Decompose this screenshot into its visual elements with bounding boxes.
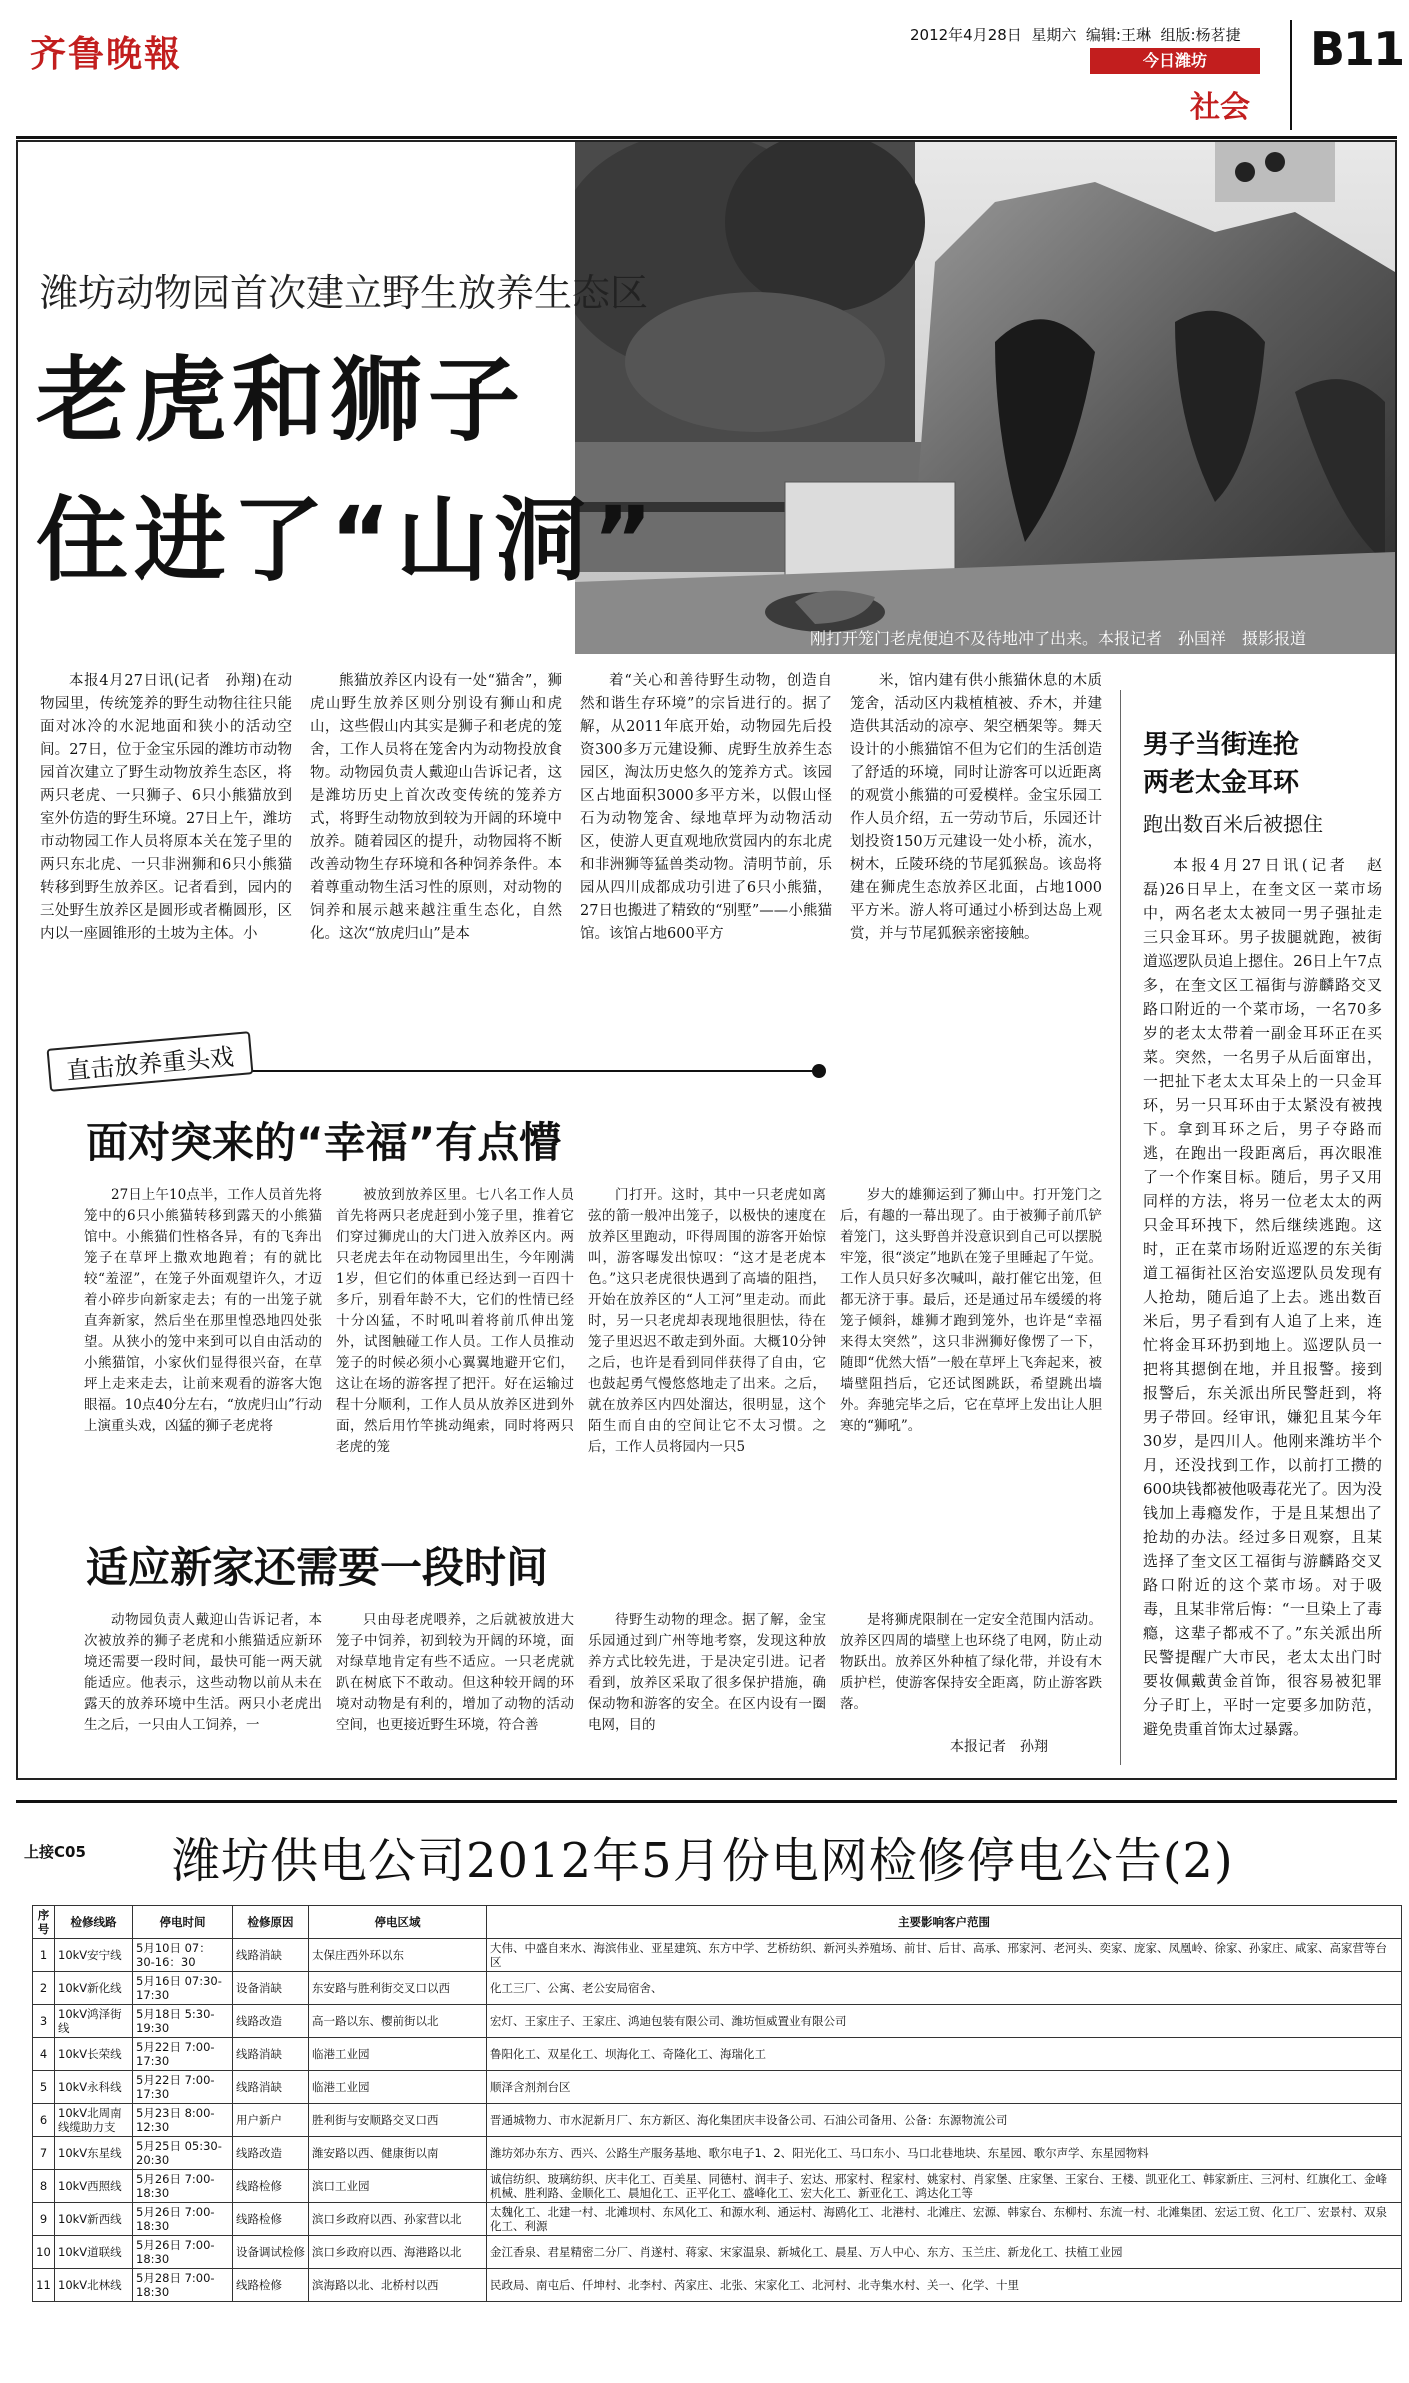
sidebar-story bbox=[1120, 690, 1386, 1765]
s2-text-3: 待野生动物的理念。据了解，金宝乐园通过到广州等地考察，发现这种放养方式比较先进，于是决定引进。记者看到，放养区采取了很多保护措施，确保动物和游客的安全。在区内设有一圈电网，目的 bbox=[588, 1612, 826, 1733]
cell-customers: 顺泽含剂剂台区 bbox=[487, 2071, 1402, 2104]
cell-time: 5月22日 7:00-17:30 bbox=[133, 2038, 233, 2071]
cell-index: 3 bbox=[33, 2005, 55, 2038]
cell-time: 5月26日 7:00-18:30 bbox=[133, 2236, 233, 2269]
table-header-row bbox=[33, 1906, 1402, 1939]
cell-reason: 用户新户 bbox=[233, 2104, 309, 2137]
cell-line: 10kV新西线 bbox=[55, 2203, 133, 2236]
cell-line: 10kV永科线 bbox=[55, 2071, 133, 2104]
table-row bbox=[33, 1939, 1402, 1972]
lead-column-3 bbox=[580, 670, 832, 1030]
cell-area: 临港工业园 bbox=[309, 2071, 487, 2104]
photo-caption: 刚打开笼门老虎便迫不及待地冲了出来。本报记者 孙国祥 摄影报道 bbox=[810, 629, 1307, 648]
cell-area: 胜利街与安顺路交叉口西 bbox=[309, 2104, 487, 2137]
cell-line: 10kV东星线 bbox=[55, 2137, 133, 2170]
cell-customers: 化工三厂、公寓、老公安局宿舍、 bbox=[487, 1972, 1402, 2005]
cell-index: 11 bbox=[33, 2269, 55, 2302]
cell-time: 5月18日 5:30-19:30 bbox=[133, 2005, 233, 2038]
lead-column-1 bbox=[40, 670, 292, 1030]
cell-index: 5 bbox=[33, 2071, 55, 2104]
cell-time: 5月26日 7:00-18:30 bbox=[133, 2170, 233, 2203]
table-row bbox=[33, 2269, 1402, 2302]
cell-area: 太保庄西外环以东 bbox=[309, 1939, 487, 1972]
s2-column-3 bbox=[588, 1610, 826, 1750]
cell-customers: 晋通城物力、市水泥新月厂、东方新区、海化集团庆丰设备公司、石油公司备用、公备：东源物流公司 bbox=[487, 2104, 1402, 2137]
dateline bbox=[910, 24, 1241, 45]
lead-text-1: 本报4月27日讯(记者 孙翔)在动物园里，传统笼养的野生动物往往只能面对冰冷的水泥地面和狭小的活动空间。27日，位于金宝乐园的潍坊市动物园首次建立了野生动物放养生态区，将两只老虎、一只狮子、6只小熊猫放到室外仿造的野生环境。27日上午，潍坊市动物园工作人员将原本关在笼子里的两只东北虎、一只非洲狮和6只小熊猫转移到野生放养区。记者看到，园内的三处野生放养区是圆形或者椭圆形，区内以一座圆锥形的土坡为主体。小 bbox=[40, 673, 292, 942]
cell-customers: 潍坊郊办东方、西兴、公路生产服务基地、歌尔电子1、2、阳光化工、马口东小、马口北巷地块、东星园、歌尔声学、东星园物料 bbox=[487, 2137, 1402, 2170]
header-divider bbox=[1290, 20, 1292, 130]
cell-customers: 诚信纺织、玻璃纺织、庆丰化工、百美星、同德村、润丰子、宏达、邢家村、程家村、姚家村、肖家堡、庄家堡、王家台、王楼、凯亚化工、韩家新庄、三河村、红旗化工、金峰机械、胜利路、金顺化工、晨旭化工、正平化工、盛峰化工、宏大化工、新亚化工、鸿达化工等 bbox=[487, 2170, 1402, 2203]
header-index: 序号 bbox=[33, 1906, 55, 1939]
feature-tag: 直击放养重头戏 bbox=[47, 1031, 254, 1092]
lead-text-3: 着“关心和善待野生动物，创造自然和谐生存环境”的宗旨进行的。据了解，从2011年底开始，动物园先后投资300多万元建设狮、虎野生放养生态园区，淘汰历史悠久的笼养方式。该园区占地面积3000多平方米，以假山怪石为动物笼舍、绿地草坪为动物活动区，使游人更直观地欣赏园内的东北虎和非洲狮等猛兽类动物。清明节前，乐园从四川成都成功引进了6只小熊猫，27日也搬进了精致的“别墅”——小熊猫馆。该馆占地600平方 bbox=[580, 673, 832, 942]
cell-index: 4 bbox=[33, 2038, 55, 2071]
cell-reason: 线路消缺 bbox=[233, 2071, 309, 2104]
cell-line: 10kV安宁线 bbox=[55, 1939, 133, 1972]
cell-area: 滨口工业园 bbox=[309, 2170, 487, 2203]
cell-time: 5月10日 07：30-16：30 bbox=[133, 1939, 233, 1972]
cell-time: 5月16日 07:30-17:30 bbox=[133, 1972, 233, 2005]
sidebar-body bbox=[1121, 853, 1386, 1773]
cell-index: 6 bbox=[33, 2104, 55, 2137]
cell-reason: 线路检修 bbox=[233, 2269, 309, 2302]
lead-text-2: 熊猫放养区内设有一处“猫舍”，狮虎山野生放养区则分别设有狮山和虎山，这些假山内其实是狮子和老虎的笼舍，工作人员将在笼舍内为动物投放食物。动物园负责人戴迎山告诉记者，这是潍坊历史上首次改变传统的笼养方式，将野生动物放到较为开阔的环境中放养。随着园区的提升，动物园将不断改善动物生存环境和各种饲养条件。本着尊重动物生活习性的原则，对动物的饲养和展示越来越注重生态化，自然化。这次“放虎归山”是本 bbox=[310, 673, 562, 942]
cell-time: 5月23日 8:00-12:30 bbox=[133, 2104, 233, 2137]
s2-column-1 bbox=[84, 1610, 322, 1750]
cell-line: 10kV西照线 bbox=[55, 2170, 133, 2203]
layout-credit: 组版:杨茗捷 bbox=[1160, 26, 1241, 44]
header-customers: 主要影响客户范围 bbox=[487, 1906, 1402, 1939]
table-row bbox=[33, 2071, 1402, 2104]
cell-time: 5月26日 7:00-18:30 bbox=[133, 2203, 233, 2236]
cell-line: 10kV长荣线 bbox=[55, 2038, 133, 2071]
table-row bbox=[33, 1972, 1402, 2005]
cell-index: 1 bbox=[33, 1939, 55, 1972]
notice-title: 潍坊供电公司2012年5月份电网检修停电公告(2) bbox=[172, 1833, 1234, 1889]
sidebar-title-2: 两老太金耳环 bbox=[1143, 768, 1300, 798]
table-row bbox=[33, 2038, 1402, 2071]
continued-label: 上接C05 bbox=[24, 1843, 86, 1861]
cell-index: 2 bbox=[33, 1972, 55, 2005]
tiger-enclosure-photo bbox=[575, 142, 1395, 654]
header-reason: 检修原因 bbox=[233, 1906, 309, 1939]
table-row bbox=[33, 2104, 1402, 2137]
cell-area: 滨海路以北、北桥村以西 bbox=[309, 2269, 487, 2302]
header-line: 检修线路 bbox=[55, 1906, 133, 1939]
cell-time: 5月22日 7:00-17:30 bbox=[133, 2071, 233, 2104]
cell-line: 10kV新化线 bbox=[55, 1972, 133, 2005]
cell-reason: 线路消缺 bbox=[233, 1939, 309, 1972]
s2-text-1: 动物园负责人戴迎山告诉记者，本次被放养的狮子老虎和小熊猫适应新环境还需要一段时间，最快可能一两天就能适应。他表示，这些动物以前从未在露天的放养环境中生活。两只小老虎出生之后，一只由人工饲养，一 bbox=[84, 1612, 322, 1733]
sidebar-title-1: 男子当街连抢 bbox=[1143, 730, 1300, 760]
cell-area: 滨口乡政府以西、孙家营以北 bbox=[309, 2203, 487, 2236]
cell-customers: 民政局、南屯后、仟坤村、北李村、芮家庄、北张、宋家化工、北河村、北寺集水村、关一、化学、十里 bbox=[487, 2269, 1402, 2302]
cell-index: 9 bbox=[33, 2203, 55, 2236]
cell-time: 5月28日 7:00-18:30 bbox=[133, 2269, 233, 2302]
cell-reason: 设备消缺 bbox=[233, 1972, 309, 2005]
lead-headline-line1: 老虎和狮子 bbox=[36, 347, 527, 454]
weekday: 星期六 bbox=[1031, 26, 1077, 44]
cell-area: 潍安路以西、健康街以南 bbox=[309, 2137, 487, 2170]
lead-column-4 bbox=[850, 670, 1102, 1030]
s1-column-2 bbox=[336, 1185, 574, 1525]
s1-text-3: 门打开。这时，其中一只老虎如离弦的箭一般冲出笼子，以极快的速度在放养区里跑动，吓得周围的游客开始惊叫，游客曝发出惊叹：“这才是老虎本色。”这只老虎很快遇到了高墙的阻挡，开始在放养区的“人工河”里走动。而此时，另一只老虎却表现地很胆怯，待在笼子里迟迟不敢走到外面。大概10分钟之后，也许是看到同伴获得了自由，它也鼓起勇气慢悠悠地走了出来。之后，就在放养区内四处溜达，很明显，这个陌生而自由的空间让它不太习惯。之后，工作人员将园内一只5 bbox=[588, 1187, 826, 1455]
s2-column-2 bbox=[336, 1610, 574, 1750]
section-name: 社会 bbox=[1190, 90, 1250, 125]
cell-reason: 线路检修 bbox=[233, 2203, 309, 2236]
s2-text-4: 是将狮虎限制在一定安全范围内活动。放养区四周的墙壁上也环绕了电网，防止动物跃出。放养区外种植了绿化带，并设有木质护栏，使游客保持安全距离，防止游客跌落。 bbox=[840, 1612, 1102, 1712]
cell-area: 滨口乡政府以西、海港路以北 bbox=[309, 2236, 487, 2269]
cell-time: 5月25日 05:30-20:30 bbox=[133, 2137, 233, 2170]
table-row bbox=[33, 2203, 1402, 2236]
header-time: 停电时间 bbox=[133, 1906, 233, 1939]
lead-column-2 bbox=[310, 670, 562, 1030]
lead-photo bbox=[575, 142, 1395, 654]
lead-text-4: 米，馆内建有供小熊猫休息的木质笼舍，活动区内栽植植被、乔木，并建造供其活动的凉亭、架空栖架等。舞天设计的小熊猫馆不但为它们的生活创造了舒适的环境，同时让游客可以近距离的观赏小熊猫的可爱模样。金宝乐园工作人员介绍，五一劳动节后，乐园还计划投资150万元建设一处小桥，流水，树木，丘陵环绕的节尾狐猴岛。该岛将建在狮虎生态放养区北面，占地1000平方米。游人将可通过小桥到达岛上观赏，并与节尾狐猴亲密接触。 bbox=[850, 673, 1102, 942]
sidebar-subtitle: 跑出数百米后被摁住 bbox=[1143, 812, 1323, 836]
cell-reason: 线路检修 bbox=[233, 2170, 309, 2203]
cell-index: 10 bbox=[33, 2236, 55, 2269]
cell-reason: 线路消缺 bbox=[233, 2038, 309, 2071]
cell-reason: 设备调试检修 bbox=[233, 2236, 309, 2269]
newspaper-logo: 齐鲁晚報 bbox=[30, 33, 183, 75]
cell-line: 10kV鸿泽街线 bbox=[55, 2005, 133, 2038]
table-row bbox=[33, 2137, 1402, 2170]
cell-line: 10kV北周南线缆助力支 bbox=[55, 2104, 133, 2137]
table-row bbox=[33, 2005, 1402, 2038]
ad-separator bbox=[16, 1800, 1397, 1803]
cell-customers: 太魏化工、北建一村、北滩坝村、东风化工、和源水利、通运村、海鸥化工、北港村、北滩庄、宏源、韩家台、东柳村、东流一村、北滩集团、宏运工贸、化工厂、宏景村、双泉化工、利源 bbox=[487, 2203, 1402, 2236]
cell-index: 7 bbox=[33, 2137, 55, 2170]
table-body bbox=[33, 1939, 1402, 2302]
cell-area: 临港工业园 bbox=[309, 2038, 487, 2071]
cell-index: 8 bbox=[33, 2170, 55, 2203]
s1-column-4 bbox=[840, 1185, 1102, 1525]
cell-customers: 大伟、中盛自来水、海滨伟业、亚星建筑、东方中学、艺桥纺织、新河头养殖场、前甘、后甘、高承、邢家河、老河头、奕家、庞家、凤凰岭、徐家、孙家庄、咸家、高家营等台区 bbox=[487, 1939, 1402, 1972]
cell-reason: 线路改造 bbox=[233, 2005, 309, 2038]
header-rule bbox=[16, 136, 1397, 139]
cell-reason: 线路改造 bbox=[233, 2137, 309, 2170]
sidebar-text: 本报4月27日讯(记者 赵磊)26日早上，在奎文区一菜市场中，两名老太太被同一男子强扯走三只金耳环。男子拔腿就跑，被街道巡逻队员追上摁住。26日上午7点多，在奎文区工福街与游麟路交叉路口附近的一个菜市场，一名70多岁的老太太带着一副金耳环正在买菜。突然，一名男子从后面窜出，一把扯下老太太耳朵上的一只金耳环，另一只耳环由于太紧没有被拽下。拿到耳环之后，男子夺路而逃，在跑出一段距离后，再次眼准了一个作案目标。随后，男子又用同样的方法，将另一位老太太的两只金耳环拽下，然后继续逃跑。这时，正在菜市场附近巡逻的东关街道工福街社区治安巡逻队员发现有人抢劫，随后追了上去。逃出数百米后，男子看到有人追了上来，连忙将金耳环扔到地上。巡逻队员一把将其摁倒在地，并且报警。接到报警后，东关派出所民警赶到，将男子带回。经审讯，嫌犯且某今年30岁，是四川人。他刚来潍坊半个月，还没找到工作，以前打工攒的600块钱都被他吸毒花光了。因为没钱加上毒瘾发作，于是且某想出了抢劫的办法。经过多日观察，且某选择了奎文区工福街与游麟路交叉路口附近的这个菜市场。对于吸毒，且某非常后悔：“一旦染上了毒瘾，这辈子都戒不了。”东关派出所民警提醒广大市民，老太太出门时要妆佩戴黄金首饰，很容易被犯罪分子盯上，平时一定要多加防范，避免贵重首饰太过暴露。 bbox=[1143, 856, 1382, 1738]
cell-customers: 金江香泉、君星精密二分厂、肖遂村、蒋家、宋家温泉、新城化工、晨星、万人中心、东方、玉兰庄、新龙化工、扶植工业园 bbox=[487, 2236, 1402, 2269]
feature-byline: 本报记者 孙翔 bbox=[950, 1739, 1048, 1755]
cell-customers: 鲁阳化工、双星化工、坝海化工、奇隆化工、海瑞化工 bbox=[487, 2038, 1402, 2071]
feature-subhead-2: 适应新家还需要一段时间 bbox=[86, 1543, 549, 1592]
s1-column-3 bbox=[588, 1185, 826, 1525]
page-number: B11 bbox=[1310, 22, 1404, 76]
s1-text-1: 27日上午10点半，工作人员首先将笼中的6只小熊猫转移到露天的小熊猫馆中。小熊猫们性格各异，有的飞奔出笼子在草坪上撒欢地跑着；有的就比较“羞涩”，在笼子外面观望许久，才迈着小碎步向新家走去；有的一出笼子就直奔新家，然后坐在那里惶恐地四处张望。从狭小的笼中来到可以自由活动的小熊猫馆，小家伙们显得很兴奋，在草坪上走来走去，让前来观看的游客大饱眼福。10点40分左右，“放虎归山”行动上演重头戏，凶猛的狮子老虎将 bbox=[84, 1187, 322, 1434]
cell-customers: 宏灯、王家庄子、王家庄、鸿迪包装有限公司、潍坊恒威置业有限公司 bbox=[487, 2005, 1402, 2038]
feature-subhead-1: 面对突来的“幸福”有点懵 bbox=[86, 1118, 562, 1167]
editor-credit: 编辑:王琳 bbox=[1085, 26, 1151, 44]
issue-date: 2012年4月28日 bbox=[910, 26, 1022, 44]
column-tag: 今日潍坊 bbox=[1090, 48, 1260, 74]
s1-text-2: 被放到放养区里。七八名工作人员首先将两只老虎赶到小笼子里，推着它们穿过狮虎山的大门进入放养区内。两只老虎去年在动物园里出生，今年刚满1岁，但它们的体重已经达到一百四十多斤，别看年龄不大，它们的性情已经十分凶猛，不时吼叫着将前爪伸出笼外，试图触碰工作人员。工作人员推动笼子的时候必须小心翼翼地避开它们，这让在场的游客捏了把汗。好在运输过程十分顺利，工作人员从放养区进到外面，然后用竹竿挑动绳索，同时将两只老虎的笼 bbox=[336, 1187, 574, 1455]
table-row bbox=[33, 2170, 1402, 2203]
feature-tag-dot bbox=[812, 1064, 826, 1078]
outage-table bbox=[32, 1905, 1402, 2302]
header-area: 停电区域 bbox=[309, 1906, 487, 1939]
cell-area: 东安路与胜利街交叉口以西 bbox=[309, 1972, 487, 2005]
cell-line: 10kV道联线 bbox=[55, 2236, 133, 2269]
s2-text-2: 只由母老虎喂养，之后就被放进大笼子中饲养，初到较为开阔的环境，面对绿草地肯定有些不适应。一只老虎就趴在树底下不敢动。但这种较开阔的环境对动物是有利的，增加了动物的活动空间，也更接近野生环境，符合善 bbox=[336, 1612, 574, 1733]
s1-column-1 bbox=[84, 1185, 322, 1525]
table-row bbox=[33, 2236, 1402, 2269]
s2-column-4 bbox=[840, 1610, 1102, 1730]
lead-headline-line2: 住进了“山洞” bbox=[36, 487, 659, 594]
s1-text-4: 岁大的雄狮运到了狮山中。打开笼门之后，有趣的一幕出现了。由于被狮子前爪铲着笼门，这头野兽并没意识到自己可以摆脱牢笼，很“淡定”地趴在笼子里睡起了午觉。工作人员只好多次喊叫，敲打催它出笼，但都无济于事。最后，还是通过吊车缓缓的将笼子倾斜，雄狮才跑到笼外，也许是“幸福来得太突然”，这只非洲狮好像愣了一下，随即“优然大悟”一般在草坪上飞奔起来，被墙壁阻挡后，它还试图跳跃，希望跳出墙外。奔驰完毕之后，它在草坪上发出让人胆寒的“狮吼”。 bbox=[840, 1187, 1102, 1434]
cell-line: 10kV北林线 bbox=[55, 2269, 133, 2302]
cell-area: 高一路以东、樱前街以北 bbox=[309, 2005, 487, 2038]
lead-kicker: 潍坊动物园首次建立野生放养生态区 bbox=[40, 271, 649, 315]
